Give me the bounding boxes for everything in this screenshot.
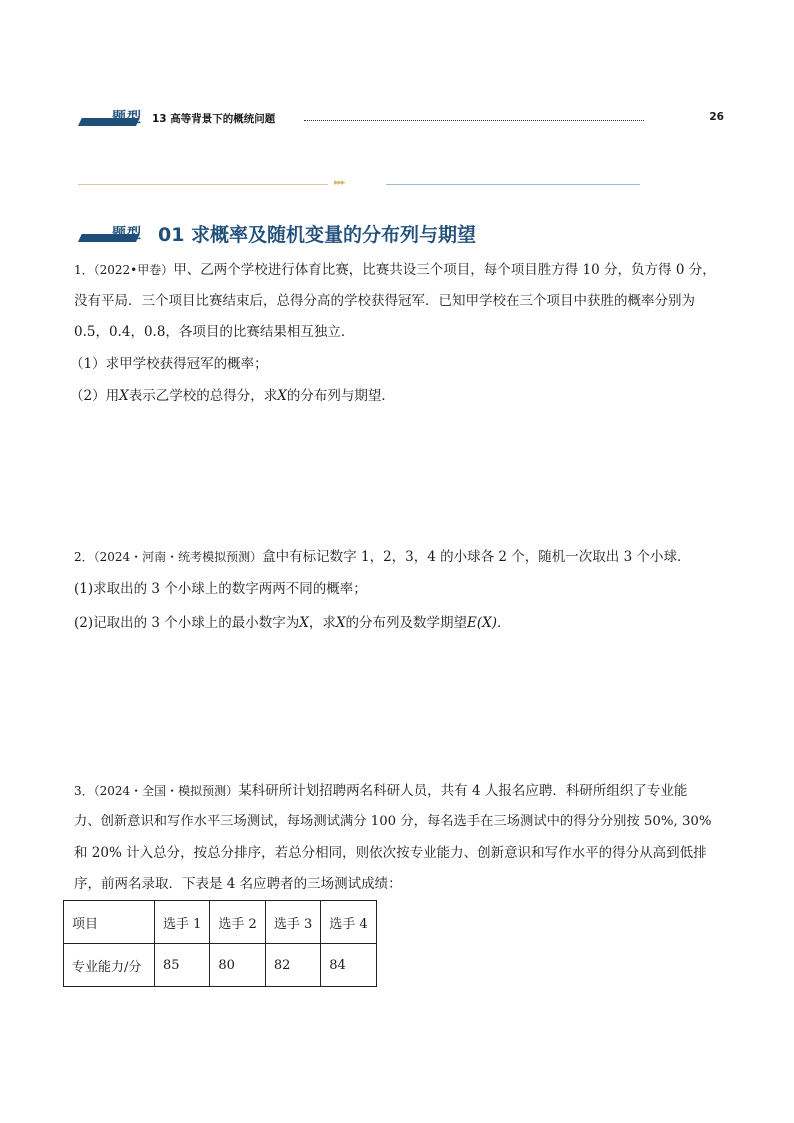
section-tag-label: 题型 bbox=[112, 226, 142, 242]
q1-source: 1．（2022•甲卷） bbox=[74, 263, 174, 277]
q1-sub2-b: 表示乙学校的总得分，求 bbox=[128, 388, 278, 404]
var-x: X bbox=[119, 388, 129, 404]
q2-text-1: 盒中有标记数字 1，2，3，4 的小球各 2 个，随机一次取出 3 个小球． bbox=[262, 549, 691, 565]
q2-sub2-b: ，求 bbox=[308, 615, 336, 631]
section-heading bbox=[78, 220, 718, 248]
q2-line1 bbox=[74, 547, 690, 567]
toc-entry[interactable] bbox=[78, 108, 724, 130]
q3-line3: 和 20% 计入总分，按总分排序，若总分相同，则依次按专业能力、创新意识和写作水平的得分从高到低排 bbox=[74, 845, 707, 861]
table-cell: 项目 bbox=[64, 901, 155, 944]
q2-sub2-d: ． bbox=[497, 615, 511, 631]
divider-left bbox=[78, 184, 328, 185]
q2-source: 2．（2024・河南・统考模拟预测） bbox=[74, 550, 263, 564]
divider-right bbox=[386, 184, 640, 185]
q1-line1 bbox=[74, 260, 716, 280]
var-x: X bbox=[299, 615, 309, 631]
q2-sub1: (1)求取出的 3 个小球上的数字两两不同的概率； bbox=[74, 581, 367, 597]
toc-leader-dots bbox=[304, 120, 644, 121]
score-table bbox=[63, 900, 377, 987]
q3-line2: 力、创新意识和写作水平三场测试，每场测试满分 100 分，每名选手在三场测试中的得分分别按 50%, 30% bbox=[74, 814, 712, 829]
toc-page-number: 26 bbox=[709, 111, 724, 123]
q1-text-1: 甲、乙两个学校进行体育比赛，比赛共设三个项目，每个项目胜方得 10 分，负方得 0 分， bbox=[173, 262, 716, 278]
table-cell: 选手 3 bbox=[265, 901, 320, 944]
q1-sub2-a: （2）用 bbox=[70, 388, 120, 404]
var-x: X bbox=[277, 388, 287, 404]
q2-sub2 bbox=[74, 613, 511, 633]
q1-line3: 0.5，0.4，0.8，各项目的比赛结果相互独立． bbox=[74, 324, 355, 340]
topic-tag-icon bbox=[78, 110, 154, 126]
table-cell: 85 bbox=[155, 944, 210, 987]
table-row bbox=[64, 944, 377, 987]
toc-text: 13 高等背景下的概统问题 bbox=[152, 113, 276, 125]
table-cell: 选手 2 bbox=[210, 901, 265, 944]
q1-line2: 没有平局．三个项目比赛结束后，总得分高的学校获得冠军．已知甲学校在三个项目中获胜的概率分别为 bbox=[74, 293, 695, 309]
toc-tag-label: 题型 bbox=[112, 110, 142, 126]
divider-arrows-icon: ▸▸▸ bbox=[334, 178, 345, 188]
table-cell: 84 bbox=[321, 944, 376, 987]
q3-text-1: 某科研所计划招聘两名科研人员，共有 4 人报名应聘．科研所组织了专业能 bbox=[238, 783, 688, 799]
table-cell: 专业能力/分 bbox=[64, 944, 155, 987]
expectation-ex: E(X) bbox=[467, 615, 498, 631]
table-cell: 选手 1 bbox=[155, 901, 210, 944]
table-row bbox=[64, 901, 377, 944]
q3-source: 3．（2024・全国・模拟预测） bbox=[74, 784, 239, 798]
q2-sub2-c: 的分布列及数学期望 bbox=[345, 615, 468, 631]
q1-sub2-c: 的分布列与期望． bbox=[286, 388, 395, 404]
q1-sub1: （1）求甲学校获得冠军的概率； bbox=[70, 356, 268, 372]
table-cell: 选手 4 bbox=[321, 901, 376, 944]
section-title: 01 求概率及随机变量的分布列与期望 bbox=[158, 224, 477, 246]
table-cell: 80 bbox=[210, 944, 265, 987]
table-cell: 82 bbox=[265, 944, 320, 987]
q3-line4: 序，前两名录取．下表是 4 名应聘者的三场测试成绩： bbox=[74, 876, 402, 892]
var-x: X bbox=[335, 615, 346, 631]
section-tag-icon bbox=[78, 226, 154, 242]
q3-line1 bbox=[74, 781, 687, 801]
q2-sub2-a: (2)记取出的 3 个小球上的最小数字为 bbox=[74, 615, 300, 631]
q1-sub2 bbox=[70, 386, 395, 406]
